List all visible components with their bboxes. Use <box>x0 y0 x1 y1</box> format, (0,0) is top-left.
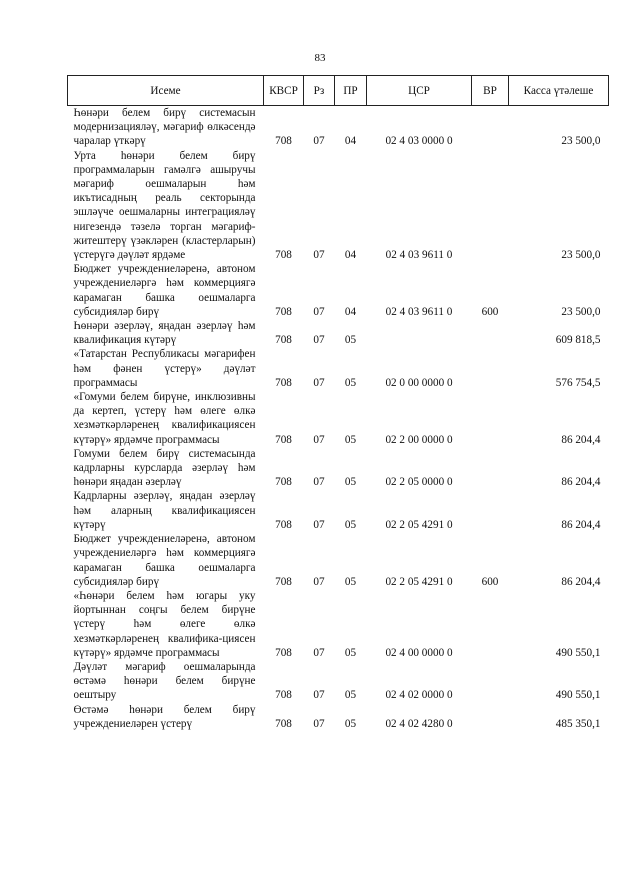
cell-kvsr: 708 <box>275 135 292 148</box>
table-row <box>68 660 609 703</box>
cell-pr: 05 <box>344 518 357 531</box>
cell-rz: 07 <box>313 689 325 702</box>
table-row <box>68 532 609 589</box>
cell-pr: 05 <box>344 717 357 730</box>
cell-amount: 86 204,4 <box>561 433 601 446</box>
cell-name: Һөнәри белем бирү системасын модернизацияләү, мәгариф өлкәсендә чаралар үткәрү <box>73 107 256 148</box>
table-row <box>68 106 609 149</box>
header-kvsr: КВСР <box>264 76 304 106</box>
cell-csr: 02 2 05 4291 0 <box>385 575 453 588</box>
cell-rz: 07 <box>313 575 325 588</box>
table-row <box>68 149 609 263</box>
table-row <box>68 447 609 490</box>
cell-vr <box>472 390 509 447</box>
cell-csr: 02 4 00 0000 0 <box>385 646 453 659</box>
cell-rz: 07 <box>313 518 325 531</box>
cell-amount: 576 754,5 <box>555 376 601 389</box>
cell-name: «Гомуми белем бирүне, инклюзивны да кертеп, үстерү һәм өлеге өлкә хезмәткәрләренең квалификациясен күтәрү» ярдәмче программасы <box>73 391 256 446</box>
cell-kvsr: 708 <box>275 433 292 446</box>
cell-amount: 490 550,1 <box>555 689 601 702</box>
cell-csr: 02 4 03 0000 0 <box>385 135 453 148</box>
cell-pr: 04 <box>344 305 357 318</box>
cell-amount: 485 350,1 <box>555 717 601 730</box>
header-name: Исеме <box>68 76 264 106</box>
cell-csr <box>367 319 472 347</box>
cell-name: «Татарстан Республикасы мәгарифен һәм фәнен үстерү» дәүләт программасы <box>73 348 256 389</box>
table-row <box>68 262 609 319</box>
header-amount: Касса үтәлеше <box>509 76 609 106</box>
cell-rz: 07 <box>313 376 325 389</box>
cell-kvsr: 708 <box>275 575 292 588</box>
cell-vr <box>472 106 509 149</box>
cell-amount: 86 204,4 <box>561 476 601 489</box>
table-row <box>68 489 609 532</box>
table-body <box>68 106 609 731</box>
cell-name: Дәүләт мәгариф оешмаларында өстәмә һөнәри белем бирүне оештыру <box>73 660 256 702</box>
cell-amount: 23 500,0 <box>561 135 601 148</box>
cell-csr: 02 2 05 0000 0 <box>385 476 453 489</box>
cell-vr <box>472 149 509 263</box>
cell-vr <box>472 489 509 532</box>
table-row <box>68 589 609 660</box>
cell-csr: 02 0 00 0000 0 <box>385 376 453 389</box>
cell-amount: 86 204,4 <box>561 518 601 531</box>
cell-pr: 05 <box>344 689 357 702</box>
cell-csr: 02 2 00 0000 0 <box>385 433 453 446</box>
cell-kvsr: 708 <box>275 518 292 531</box>
cell-csr: 02 4 02 0000 0 <box>385 689 453 702</box>
cell-pr: 05 <box>344 476 357 489</box>
cell-vr <box>472 660 509 703</box>
table-row <box>68 390 609 447</box>
cell-kvsr: 708 <box>275 376 292 389</box>
cell-vr: 600 <box>481 575 499 588</box>
cell-kvsr: 708 <box>275 249 292 262</box>
header-pr: ПР <box>335 76 367 106</box>
cell-vr <box>472 703 509 731</box>
cell-rz: 07 <box>313 135 325 148</box>
cell-csr: 02 4 02 4280 0 <box>385 717 453 730</box>
cell-rz: 07 <box>313 717 325 730</box>
cell-kvsr: 708 <box>275 476 292 489</box>
cell-name: «Һөнәри белем һәм югары уку йортыннан соңгы белем бирүне үстерү һәм өлеге өлкә хезмәткәрләренең квалифика-циясен күтәрү» ярдәмче программасы <box>73 589 256 659</box>
cell-name: Урта һөнәри белем бирү программаларын гамәлгә ашыручы мәгариф оешмаларын һәм икътисадның реаль секторында эшләүче оешмаларны интеграцияләү нигезендә тәзелә торган мәгариф-житештерү үзәкләрен (кластерларын) үстерүгә дәүләт ярдәме <box>73 149 256 262</box>
page-number: 83 <box>314 52 326 64</box>
cell-pr: 05 <box>344 646 357 659</box>
cell-name: Өстәмә һөнәри белем бирү учреждениеләрен үстерү <box>73 703 256 730</box>
cell-kvsr: 708 <box>275 646 292 659</box>
cell-amount: 86 204,4 <box>561 575 601 588</box>
cell-pr: 05 <box>344 334 357 347</box>
cell-csr: 02 2 05 4291 0 <box>385 518 453 531</box>
cell-name: Гомуми белем бирү системасында кадрларны курсларда әзерләү һәм һөнәри яңадан әзерләү <box>73 447 256 489</box>
cell-pr: 04 <box>344 249 357 262</box>
cell-amount: 609 818,5 <box>555 334 601 347</box>
cell-kvsr: 708 <box>275 689 292 702</box>
cell-kvsr: 708 <box>275 305 292 318</box>
cell-rz: 07 <box>313 334 325 347</box>
table-row <box>68 319 609 347</box>
header-csr: ЦСР <box>367 76 472 106</box>
cell-pr: 05 <box>344 433 357 446</box>
cell-amount: 23 500,0 <box>561 249 601 262</box>
budget-table <box>67 75 609 731</box>
cell-vr <box>472 347 509 390</box>
header-vr: ВР <box>472 76 509 106</box>
cell-rz: 07 <box>313 646 325 659</box>
cell-vr: 600 <box>481 305 499 318</box>
cell-rz: 07 <box>313 433 325 446</box>
cell-name: Бюджет учреждениеләренә, автоном учреждениеләргә һәм коммерциягә карамаган башка оешмаларга субсидияләр бирү <box>73 263 256 318</box>
table-header-row <box>68 76 609 106</box>
cell-rz: 07 <box>313 476 325 489</box>
cell-name: Бюджет учреждениеләренә, автоном учреждениеләргә һәм коммерциягә карамаган башка оешмаларга субсидияләр бирү <box>73 533 256 588</box>
cell-vr <box>472 589 509 660</box>
cell-amount: 23 500,0 <box>561 305 601 318</box>
cell-csr: 02 4 03 9611 0 <box>385 249 453 262</box>
cell-pr: 04 <box>344 135 357 148</box>
cell-kvsr: 708 <box>275 334 292 347</box>
cell-pr: 05 <box>344 575 357 588</box>
cell-name: Һөнәри әзерләү, яңадан әзерләү һәм квалификация күтәрү <box>73 320 256 347</box>
table-row <box>68 347 609 390</box>
cell-vr <box>472 319 509 347</box>
cell-pr: 05 <box>344 376 357 389</box>
cell-kvsr: 708 <box>275 717 292 730</box>
table-row <box>68 703 609 731</box>
cell-name: Кадрларны әзерләү, яңадан әзерләү һәм аларның квалификациясен күтәрү <box>73 490 256 531</box>
cell-amount: 490 550,1 <box>555 646 601 659</box>
cell-vr <box>472 447 509 490</box>
cell-csr: 02 4 03 9611 0 <box>385 305 453 318</box>
header-rz: Рз <box>304 76 335 106</box>
cell-rz: 07 <box>313 249 325 262</box>
cell-rz: 07 <box>313 305 325 318</box>
